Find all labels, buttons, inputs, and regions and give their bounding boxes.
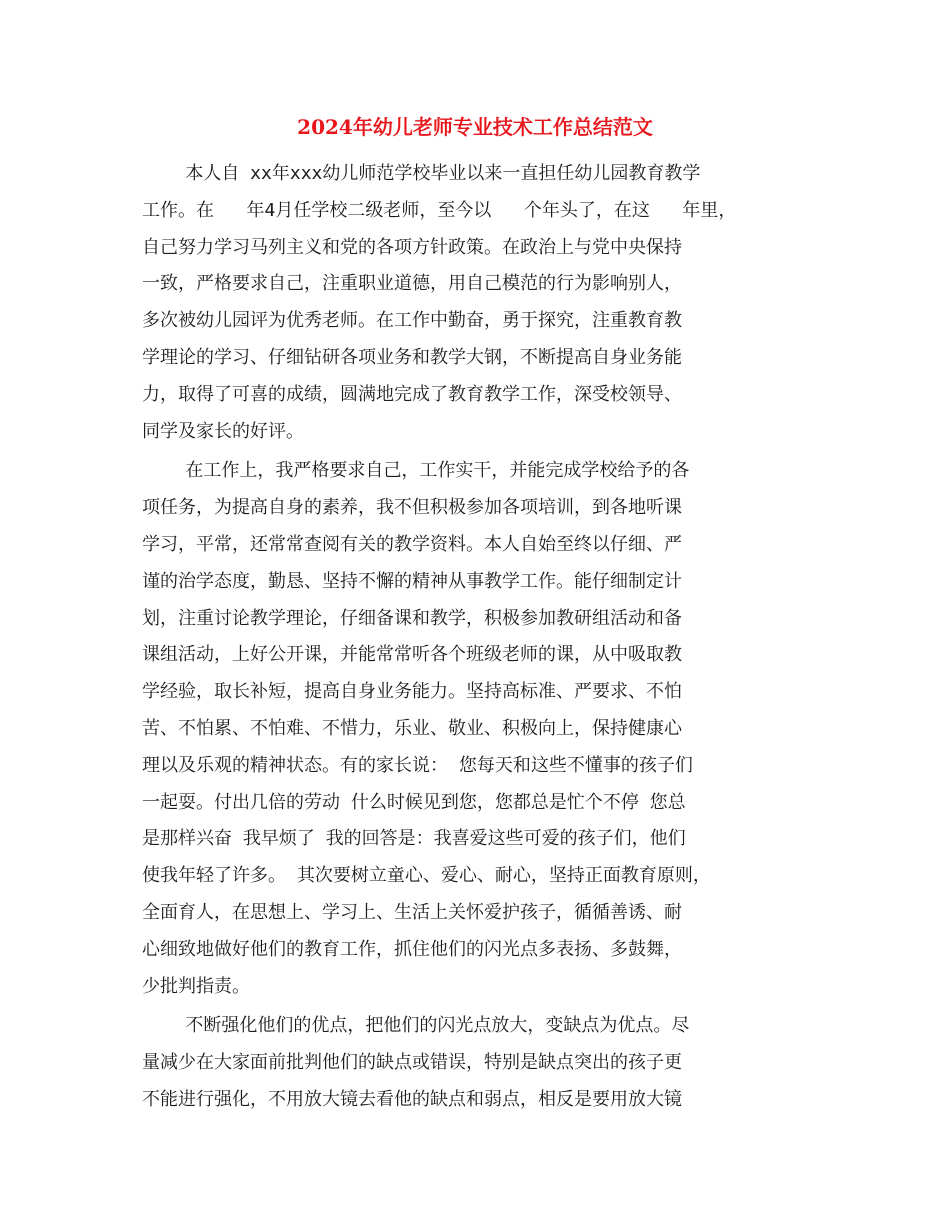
text-line: 划，注重讨论教学理论，仔细备课和教学，积极参加教研组活动和备: [142, 607, 682, 629]
text-line: 自己努力学习马列主义和党的各项方针政策。在政治上与党中央保持: [142, 236, 682, 258]
text-line: 全面育人，在思想上、学习上、生活上关怀爱护孩子，循循善诱、耐: [142, 901, 682, 923]
text-line: 不断强化他们的优点，把他们的闪光点放大，变缺点为优点。尽: [142, 1015, 690, 1037]
text-line: 心细致地做好他们的教育工作，抓住他们的闪光点多表扬、多鼓舞，: [142, 938, 682, 960]
text-line: 本人自 xx年xxx幼儿师范学校毕业以来一直担任幼儿园教育教学: [142, 163, 701, 184]
paragraph-3: [142, 1008, 822, 1118]
paragraph-2: [142, 453, 822, 1005]
text-line: 学习，平常，还常常查阅有关的教学资料。本人自始至终以仔细、严: [142, 533, 682, 555]
text-line: 学理论的学习、仔细钻研各项业务和教学大钢，不断提高自身业务能: [142, 346, 682, 368]
text-line: 谨的治学态度，勤恳、坚持不懈的精神从事教学工作。能仔细制定计: [142, 570, 682, 592]
text-line: 一起耍。付出几倍的劳动 什么时候见到您，您都总是忙个不停 您总: [142, 791, 686, 813]
text-line: 力，取得了可喜的成绩，圆满地完成了教育教学工作，深受校领导、: [142, 383, 682, 405]
document-title: 2024年幼儿老师专业技术工作总结范文: [297, 115, 653, 139]
text-line: 多次被幼儿园评为优秀老师。在工作中勤奋，勇于探究，注重教育教: [142, 310, 682, 332]
text-line: 学经验，取长补短，提高自身业务能力。坚持高标准、严要求、不怕: [142, 681, 682, 703]
text-line: 同学及家长的好评。: [142, 420, 304, 442]
text-line: 苦、不怕累、不怕难、不惜力，乐业、敬业、积极向上，保持健康心: [142, 717, 682, 739]
text-line: 少批判指责。: [142, 975, 250, 997]
text-line: 量减少在大家面前批判他们的缺点或错误，特别是缺点突出的孩子更: [142, 1052, 682, 1074]
text-line: 课组活动，上好公开课，并能常常听各个班级老师的课，从中吸取教: [142, 644, 682, 666]
text-line: 理以及乐观的精神状态。有的家长说： 您每天和这些不懂事的孩子们: [142, 754, 693, 776]
text-line: 在工作上，我严格要求自己，工作实干，并能完成学校给予的各: [142, 460, 690, 482]
text-line: 使我年轻了许多。 其次要树立童心、爱心、耐心，坚持正面教育原则，: [142, 865, 711, 887]
text-line: 不能进行强化，不用放大镜去看他的缺点和弱点，相反是要用放大镜: [142, 1088, 682, 1110]
text-line: 项任务，为提高自身的素养，我不但积极参加各项培训，到各地听课: [142, 497, 682, 519]
paragraph-1: [142, 156, 822, 450]
text-line: 工作。在 年4月任学校二级老师，至今以 个年头了，在这 年里，: [142, 199, 737, 221]
document-body: [142, 156, 822, 1122]
text-line: 一致，严格要求自己，注重职业道德，用自己模范的行为影响别人，: [142, 273, 682, 295]
text-line: 是那样兴奋 我早烦了 我的回答是：我喜爱这些可爱的孩子们，他们: [142, 828, 686, 850]
